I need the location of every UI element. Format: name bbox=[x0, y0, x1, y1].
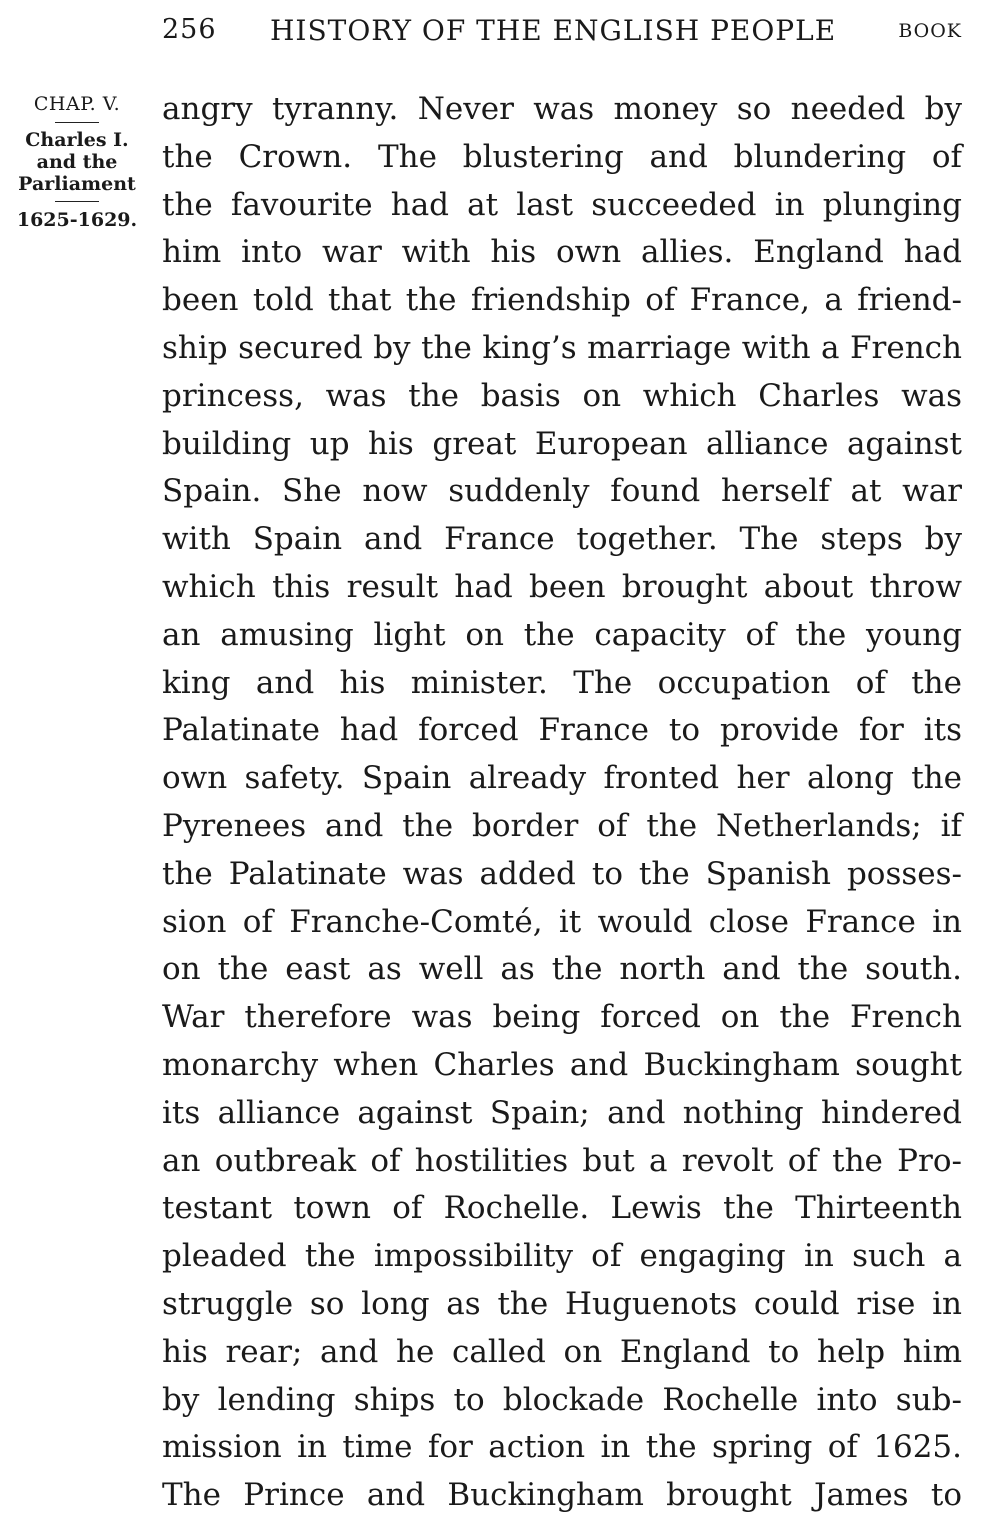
body-line: which this result had been brought about throw bbox=[162, 568, 962, 605]
running-head bbox=[162, 14, 962, 54]
body-line: building up his great European alliance against bbox=[162, 425, 962, 462]
body-line: with Spain and France together. The steps by bbox=[162, 521, 962, 558]
page-number: 256 bbox=[162, 14, 217, 45]
body-line: testant town of Rochelle. Lewis the Thirteenth bbox=[162, 1190, 962, 1227]
margin-subject bbox=[4, 129, 150, 195]
body-line: The Prince and Buckingham brought James to bbox=[162, 1477, 962, 1514]
body-line: an amusing light on the capacity of the young bbox=[162, 616, 962, 653]
body-line: been told that the friendship of France, a friend- bbox=[162, 282, 962, 319]
body-line: sion of Franche-Comté, it would close France in bbox=[162, 903, 962, 940]
running-book-label: BOOK bbox=[898, 20, 962, 42]
body-line: Palatinate had forced France to provide for its bbox=[162, 712, 962, 749]
margin-rule bbox=[55, 201, 99, 202]
body-line: its alliance against Spain; and nothing hindered bbox=[162, 1094, 962, 1131]
body-line: own safety. Spain already fronted her along the bbox=[162, 760, 962, 797]
margin-subject-line: and the bbox=[36, 151, 118, 173]
body-line: War therefore was being forced on the French bbox=[162, 999, 962, 1036]
body-line: struggle so long as the Huguenots could rise in bbox=[162, 1285, 962, 1322]
body-line: king and his minister. The occupation of the bbox=[162, 664, 962, 701]
body-line: the favourite had at last succeeded in plunging bbox=[162, 186, 962, 223]
body-line: mission in time for action in the spring of 1625. bbox=[162, 1429, 962, 1466]
body-line: monarchy when Charles and Buckingham sought bbox=[162, 1046, 962, 1083]
body-line: ship secured by the king’s marriage with a French bbox=[162, 329, 962, 366]
body-text bbox=[162, 86, 962, 1520]
margin-years: 1625-1629. bbox=[16, 209, 138, 231]
margin-rule bbox=[55, 122, 99, 123]
body-line: Spain. She now suddenly found herself at war bbox=[162, 473, 962, 510]
body-line: him into war with his own allies. England had bbox=[162, 234, 962, 271]
body-line: the Palatinate was added to the Spanish posses- bbox=[162, 855, 962, 892]
body-line: an outbreak of hostilities but a revolt of the Pro- bbox=[162, 1142, 962, 1179]
running-title: HISTORY OF THE ENGLISH PEOPLE bbox=[270, 14, 837, 47]
body-line: angry tyranny. Never was money so needed by bbox=[162, 91, 962, 127]
body-line: on the east as well as the north and the south. bbox=[162, 951, 962, 988]
margin-subject-line: Charles I. bbox=[25, 129, 129, 151]
margin-subject-line: Parliament bbox=[18, 173, 136, 195]
body-line: by lending ships to blockade Rochelle into sub- bbox=[162, 1381, 962, 1418]
body-line: Pyrenees and the border of the Netherlands; if bbox=[162, 807, 962, 844]
body-line: the Crown. The blustering and blundering of bbox=[162, 138, 962, 175]
body-line: his rear; and he called on England to help him bbox=[162, 1333, 962, 1370]
margin-chapter: CHAP. V. bbox=[33, 93, 121, 115]
body-line: princess, was the basis on which Charles was bbox=[162, 377, 962, 414]
body-line: pleaded the impossibility of engaging in such a bbox=[162, 1238, 962, 1275]
margin-notes bbox=[4, 92, 150, 232]
